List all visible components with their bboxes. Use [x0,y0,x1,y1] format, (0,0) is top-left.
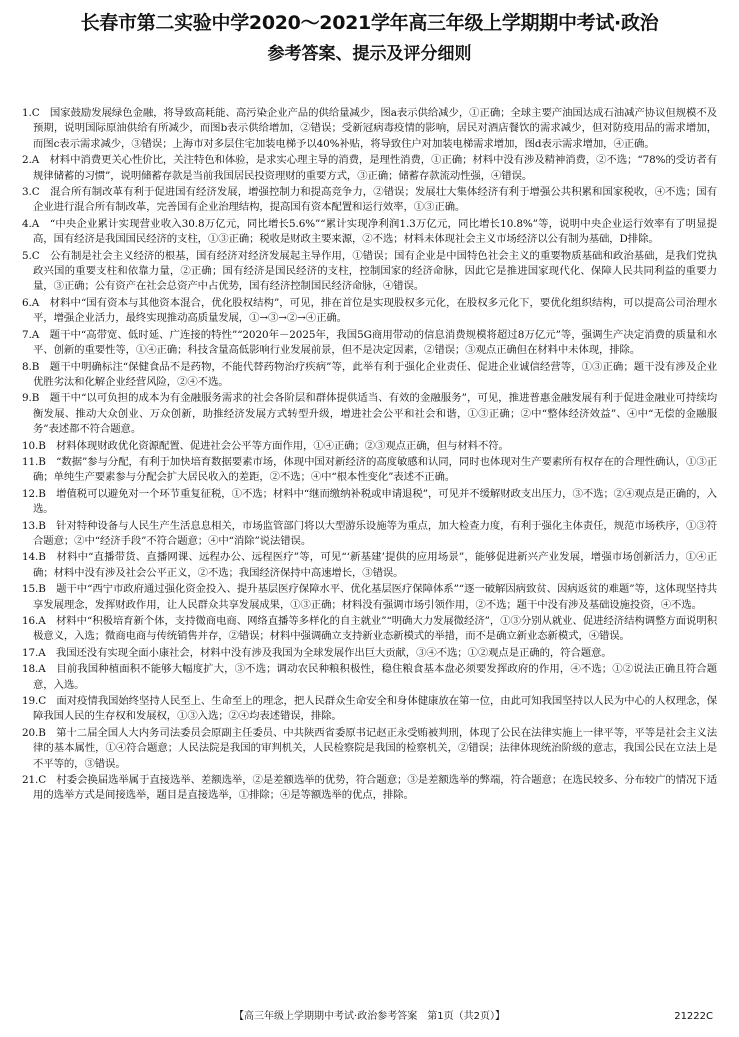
answer-item-1: 1.C 国家鼓励发展绿色金融，将导致高耗能、高污染企业产品的供给量减少，图a表示供给减少，①正确；全球主要产油国达成石油减产协议但规模不及预期，说明国际原油供给有所减少，而图b表示供给增加，②错误；受新冠病毒疫情的影响，居民对酒店餐饮的需求减少，但对防疫用品的需求增加，而图c表示需求减少，③错误；上海市对多层住宅加装电梯予以40%补贴，将导致住户对加装电梯需求增加，图d表示需求增加，④正确。 [22,107,717,150]
answer-item-18: 18.A 目前我国种植面积不能够大幅度扩大，③不选；调动农民种粮积极性，稳住粮食基本盘必须要发挥政府的作用，④不选；①②说法正确且符合题意，入选。 [22,663,717,691]
page-subtitle: 参考答案、提示及评分细则 [267,44,472,64]
answer-item-19: 19.C 面对疫情我国始终坚持人民至上、生命至上的理念，把人民群众生命安全和身体健康放在第一位，由此可知我国坚持以人民为中心的人权理念，保障我国人民的生存权和发展权，①③入选；②④均表述错误，排除。 [22,695,717,723]
answer-item-17: 17.A 我国还没有实现全面小康社会，材料中没有涉及我国为全球发展作出巨大贡献，③④不选；①②观点是正确的，符合题意。 [22,646,612,659]
answer-item-8: 8.B 题干中明确标注“保健食品不是药物，不能代替药物治疗疾病”等，此举有利于强化企业责任、促进企业诚信经营等，①③正确；题干没有涉及企业优胜劣汰和化解企业经营风险，②④不选。 [22,360,717,388]
answer-item-5: 5.C 公有制是社会主义经济的根基，国有经济对经济发展起主导作用，①错误；国有企业是中国特色社会主义的重要物质基础和政治基础，是我们党执政兴国的重要支柱和依靠力量，②正确；国有经济是国民经济的支柱，控制国家的经济命脉，因此它是推进国家现代化、保障人民共同利益的重要力量，③正确；公有资产在社会总资产中占优势，国有经济控制国民经济命脉，④错误。 [22,249,717,293]
answer-item-9: 9.B 题干中“以可负担的成本为有金融服务需求的社会各阶层和群体提供适当、有效的金融服务”，可见，推进普惠金融发展有利于促进金融业可持续均衡发展、推动大众创业、万众创新，助推经济发展方式转型升级，增进社会公平和社会和谐，①③正确；②中“整体经济效益”、④中“无偿的金融服务”表述都不符合题意。 [22,392,717,436]
answer-item-4: 4.A “中央企业累计实现营业收入30.8万亿元，同比增长5.6%”“累计实现净利润1.3万亿元，同比增长10.8%”等，说明中央企业运行效率有了明显提高，国有经济是我国国民经济的支柱，①③正确；税收是财政主要来源，②不选；材料未体现社会主义市场经济以公有制为基础，D排除。 [22,217,717,246]
answer-item-10: 10.B 材料体现财政优化资源配置、促进社会公平等方面作用，①④正确；②③观点正确，但与材料不符。 [22,439,509,452]
footer-page-label: 【高三年级上学期期中考试·政治参考答案 第1页（共2页）】 [234,1011,505,1022]
answer-item-3: 3.C 混合所有制改革有利于促进国有经济发展，增强控制力和提高竞争力，②错误；发展壮大集体经济有利于增强公共积累和国家税收，④不选；国有企业进行混合所有制改革，完善国有企业治理结构，提高国有资本配置和运行效率，①③正确。 [22,186,717,214]
answer-item-20: 20.B 第十二届全国人大内务司法委员会原副主任委员、中共陕西省委原书记赵正永受贿被判刑，体现了公民在法律实施上一律平等，平等是社会主义法律的基本属性，①④符合题意；人民法院是我国的审判机关，人民检察院是我国的检察机关，②错误；法律体现统治阶级的意志，我国公民在立法上是不平等的，③错误。 [22,726,717,770]
answer-item-21: 21.C 村委会换届选举属于直接选举、差额选举，②是差额选举的优势，符合题意；③是差额选举的弊端，符合题意；在选民较多、分布较广的情况下适用的选举方式是间接选举，题目是直接选举，①排除；④是等额选举的优点，排除。 [22,774,717,802]
answer-item-11: 11.B “数据”参与分配，有利于加快培育数据要素市场，体现中国对新经济的高度敏感和认同，同时也体现对生产要素所有权存在的合理性确认，①③正确；单纯生产要素参与分配会扩大居民收入的差距，②不选；④中“根本性变化”表述不正确。 [22,455,717,484]
page-title: 长春市第二实验中学2020～2021学年高三年级上学期期中考试·政治 [80,12,659,34]
answer-item-12: 12.B 增值税可以避免对一个环节重复征税，①不选；材料中“继而缴纳补税或申请退税”，可见并不缓解财政支出压力，③不选；②④观点是正确的，入选。 [22,487,717,516]
footer-code: 21222C [674,1011,713,1022]
answer-item-13: 13.B 针对特种设备与人民生产生活息息相关，市场监管部门将以大型游乐设施等为重点，加大检查力度，有利于强化主体责任，规范市场秩序，①③符合题意；②中“经济手段”不符合题意；④中“消除”说法错误。 [22,519,717,547]
answer-list [22,106,717,804]
answer-item-14: 14.B 材料中“直播带货、直播网课、远程办公、远程医疗”等，可见“‘新基建’提供的应用场景”，能够促进新兴产业发展，增强市场创新活力，①④正确；材料中没有涉及社会公平正义，②不选；我国经济保持中高速增长，③错误。 [22,551,717,579]
answer-item-7: 7.A 题干中“高带宽、低时延、广连接的特性”“2020年－2025年，我国5G商用带动的信息消费规模将超过8万亿元”等，强调生产决定消费的质量和水平、创新的重要性等，①④正确；科技含量高低影响行业发展前景，但不是决定因素，②错误；③观点正确但在材料中未体现，排除。 [22,328,717,357]
answer-item-6: 6.A 材料中“国有资本与其他资本混合，优化股权结构”，可见，排在首位是实现股权多元化，在股权多元化下，要优化组织结构，可以提高公司治理水平，增强企业活力，最终实现推动高质量发展，①→③→②→④正确。 [22,296,717,325]
answer-item-2: 2.A 材料中消费更关心性价比，关注特色和体验，是求实心理主导的消费，是理性消费，①正确；材料中没有涉及精神消费，②不选；“78%的受访者有规律储蓄的习惯”，说明储蓄存款是当前我国居民投资理财的重要方式，③正确；储蓄存款流动性强，④错误。 [22,154,717,182]
answer-item-16: 16.A 材料中“积极培育新个体，支持微商电商、网络直播等多样化的自主就业”“明确大力发展微经济”，①③分别从就业、促进经济结构调整方面说明积极意义，入选；微商电商与传统销售并存，②错误；材料中强调确立支持新业态新模式的举措，而不是确立新业态新模式，④错误。 [22,615,717,643]
answer-item-15: 15.B 题干中“西宁市政府通过强化资金投入、提升基层医疗保障水平、优化基层医疗保障体系”“逐一破解因病致贫、因病返贫的难题”等，这体现坚持共享发展理念，发挥财政作用，让人民群众共享发展成果，①③正确；材料没有强调市场引领作用，②不选；题干中没有涉及基础设施投资，④不选。 [22,583,717,611]
